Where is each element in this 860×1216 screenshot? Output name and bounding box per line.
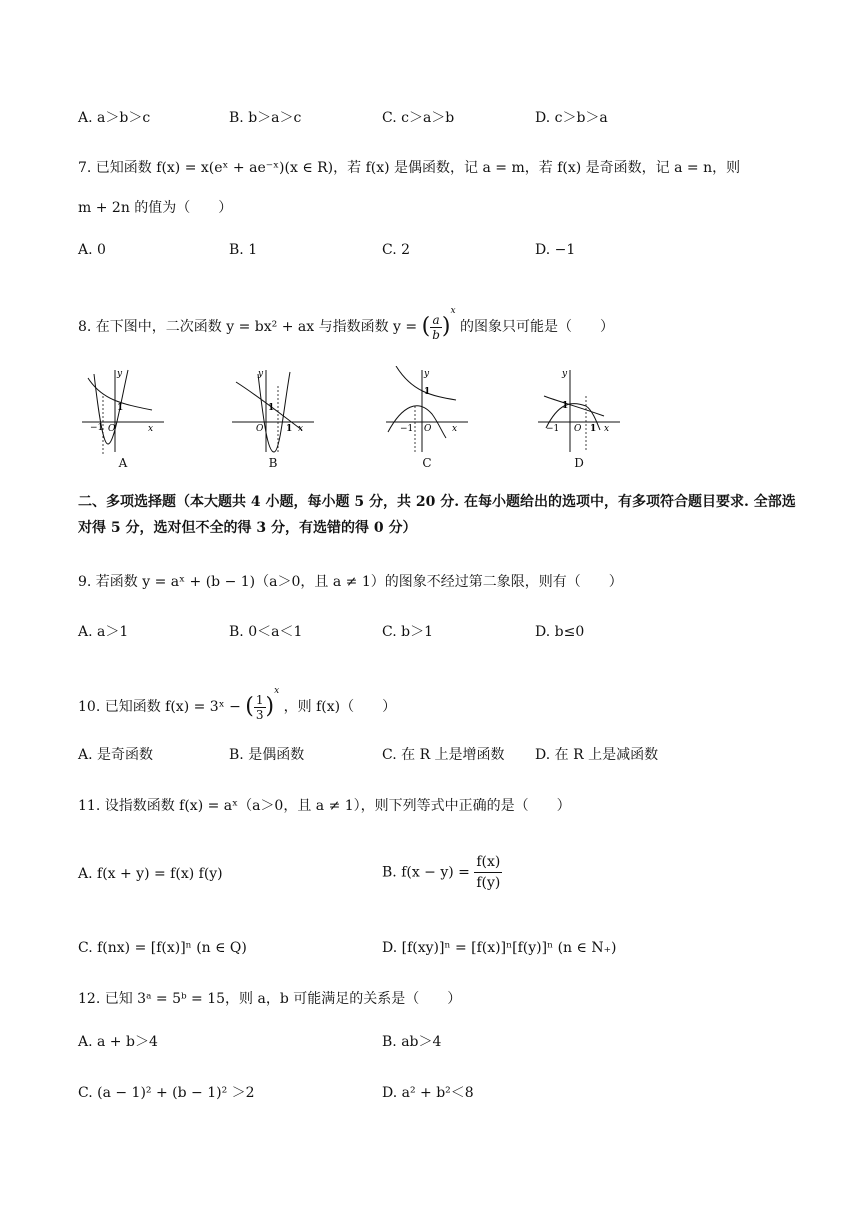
svg-text:−1: −1 [546, 424, 560, 434]
q10-frac-num: 1 [255, 692, 264, 707]
q11-option-b [382, 852, 820, 893]
svg-text:1: 1 [424, 387, 431, 397]
q8-stem-suffix: 的图象只可能是（ ） [460, 319, 614, 335]
q8-stem [78, 296, 820, 342]
q10-fraction [254, 693, 266, 722]
svg-text:O: O [108, 424, 116, 434]
svg-text:y: y [258, 369, 264, 379]
q6-option-d: D. c＞b＞a [535, 110, 608, 126]
graph-label-a: A [118, 456, 128, 470]
graph-a [78, 366, 168, 468]
q8-frac-den: b [432, 327, 440, 342]
q11-option-a: A. f(x + y) = f(x) f(y) [78, 866, 223, 882]
q10-option-a: A. 是奇函数 [78, 747, 154, 763]
q10-stem-suffix: ，则 f(x)（ ） [283, 699, 397, 715]
q8-frac-num: a [430, 313, 442, 328]
q12-stem: 12. 已知 3ᵃ = 5ᵇ = 15，则 a，b 可能满足的关系是（ ） [78, 991, 462, 1007]
section-heading-multiple-choice: 二、多项选择题（本大题共 4 小题，每小题 5 分，共 20 分. 在每小题给出的选项中，有多项符合题目要求. 全部选对得 5 分，选对但不全的得 3 分，有选错的得 0 分） [78, 494, 796, 536]
graph-d [534, 366, 624, 468]
q12-option-d: D. a² + b²＜8 [382, 1085, 474, 1101]
q12-option-b: B. ab＞4 [382, 1034, 442, 1050]
q10-frac-den: 3 [255, 707, 264, 722]
svg-text:O: O [424, 424, 432, 434]
svg-text:x: x [148, 424, 154, 434]
q9-stem: 9. 若函数 y = aˣ + (b − 1)（a＞0，且 a ≠ 1）的图象不经过第二象限，则有（ ） [78, 574, 623, 590]
q7-option-c: C. 2 [382, 242, 411, 258]
q8-paren-open: ( [421, 314, 431, 339]
q7-stem-line2: m + 2n 的值为（ ） [78, 200, 233, 216]
q10-option-b: B. 是偶函数 [229, 747, 305, 763]
q7-option-d: D. −1 [535, 242, 576, 258]
q8-fraction [430, 313, 442, 342]
svg-text:O: O [574, 424, 582, 434]
svg-text:y: y [117, 369, 123, 379]
q12-option-c: C. (a − 1)² + (b − 1)² ＞2 [78, 1085, 255, 1101]
q9-option-b: B. 0＜a＜1 [229, 624, 303, 640]
svg-text:x: x [298, 424, 304, 434]
q11-option-b-prefix: B. f(x − y) = [382, 864, 470, 881]
q6-option-a: A. a＞b＞c [78, 110, 151, 126]
q8-stem-prefix: 8. 在下图中，二次函数 y = bx² + ax 与指数函数 y = [78, 319, 418, 335]
q6-option-b: B. b＞a＞c [229, 110, 302, 126]
q11-stem: 11. 设指数函数 f(x) = aˣ（a＞0，且 a ≠ 1），则下列等式中正确的是（ ） [78, 798, 571, 814]
svg-text:1: 1 [590, 424, 597, 434]
svg-text:−1: −1 [400, 424, 414, 434]
q10-exponent: x [274, 686, 280, 696]
graph-b [228, 366, 318, 468]
q10-stem-prefix: 10. 已知函数 f(x) = 3ˣ − [78, 699, 241, 715]
graph-label-b: B [268, 456, 278, 470]
q6-option-c: C. c＞a＞b [382, 110, 455, 126]
q10-paren-open: ( [245, 694, 254, 719]
q8-exponent: x [450, 306, 456, 316]
q10-paren-close: ) [265, 694, 275, 719]
svg-text:1: 1 [286, 424, 293, 434]
svg-text:y: y [424, 369, 430, 379]
q7-option-a: A. 0 [78, 242, 106, 258]
q10-option-d: D. 在 R 上是减函数 [535, 747, 659, 763]
q11-option-c: C. f(nx) = [f(x)]ⁿ (n ∈ Q) [78, 940, 247, 956]
svg-text:−1: −1 [90, 423, 104, 433]
q11-option-b-den: f(y) [476, 875, 501, 891]
q9-option-a: A. a＞1 [78, 624, 129, 640]
svg-text:1: 1 [268, 403, 275, 413]
q10-option-c: C. 在 R 上是增函数 [382, 747, 505, 763]
q9-option-d: D. b≤0 [535, 624, 585, 640]
q11-option-b-fraction [474, 852, 502, 893]
graph-c [382, 366, 472, 468]
q9-option-c: C. b＞1 [382, 624, 433, 640]
q8-paren-close: ) [441, 314, 451, 339]
svg-text:x: x [452, 424, 458, 434]
svg-text:O: O [256, 424, 264, 434]
svg-text:x: x [604, 424, 610, 434]
svg-text:1: 1 [117, 403, 124, 413]
q11-option-d: D. [f(xy)]ⁿ = [f(x)]ⁿ[f(y)]ⁿ (n ∈ N₊) [382, 940, 617, 956]
q10-stem [78, 676, 820, 722]
q12-option-a: A. a + b＞4 [78, 1034, 158, 1050]
svg-text:1: 1 [562, 401, 569, 411]
q7-stem-line1: 7. 已知函数 f(x) = x(eˣ + ae⁻ˣ)(x ∈ R)，若 f(x) 是偶函数，记 a = m，若 f(x) 是奇函数，记 a = n，则 [78, 160, 741, 176]
q7-option-b: B. 1 [229, 242, 258, 258]
graph-label-d: D [574, 456, 584, 470]
graph-label-c: C [422, 456, 432, 470]
q11-option-b-num: f(x) [474, 852, 502, 873]
svg-text:y: y [562, 369, 568, 379]
